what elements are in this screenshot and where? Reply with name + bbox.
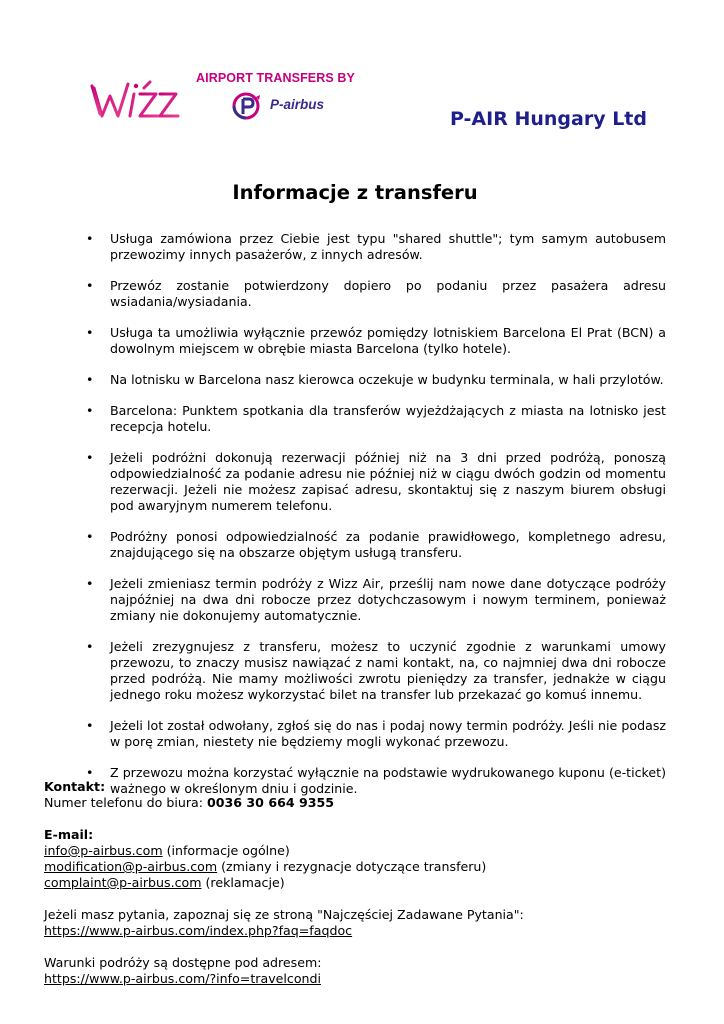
- wizz-logo: [90, 72, 190, 122]
- bullet-icon: •: [86, 718, 94, 733]
- bullet-icon: •: [86, 576, 94, 591]
- email-line: info@p-airbus.com (informacje ogólne): [44, 843, 290, 858]
- bullet-icon: •: [86, 231, 94, 246]
- airport-transfers-tagline: AIRPORT TRANSFERS BY: [196, 71, 355, 85]
- list-item: • Usługa zamówiona przez Ciebie jest typu "shared shuttle"; tym samym autobusem przewozimy innych pasażerów, z innych adresów.: [86, 231, 666, 262]
- list-item: • Jeżeli podróżni dokonują rezerwacji później niż na 3 dni przed podróżą, ponoszą odpowiedzialność za podanie adresu nie później niż w ciągu dwóch godzin od momentu rezerwacji. Jeżeli nie możesz zapisać adresu, skontaktuj się z naszym biurem obsługi pod awaryjnym numerem telefonu.: [86, 450, 666, 513]
- phone-label: Numer telefonu do biura:: [44, 795, 207, 810]
- bullet-icon: •: [86, 403, 94, 418]
- terms-text: Warunki podróży są dostępne pod adresem:: [44, 955, 322, 970]
- phone-number: 0036 30 664 9355: [206, 795, 335, 810]
- bullet-icon: •: [86, 278, 94, 293]
- email-line: complaint@p-airbus.com (reklamacje): [44, 875, 285, 890]
- faq-text: Jeżeli masz pytania, zapoznaj się ze stroną "Najczęściej Zadawane Pytania":: [44, 907, 524, 922]
- list-item: • Jeżeli lot został odwołany, zgłoś się do nas i podaj nowy termin podróży. Jeśli nie podasz w porę zmian, niestety nie będziemy mogli wykonać przewozu.: [86, 718, 666, 749]
- list-item: • Barcelona: Punktem spotkania dla transferów wyjeżdżających z miasta na lotnisko jest recepcja hotelu.: [86, 403, 666, 434]
- bullet-icon: •: [86, 450, 94, 465]
- list-item: • Jeżeli zmieniasz termin podróży z Wizz Air, prześlij nam nowe dane dotyczące podróży najpóźniej na dwa dni robocze przez dotychczasowym i nowym terminem, ponieważ zmiany nie dokonujemy automatycznie.: [86, 576, 666, 623]
- company-name: P-AIR Hungary Ltd: [449, 108, 647, 130]
- bullet-icon: •: [86, 765, 94, 780]
- info-bullet-list: [86, 231, 666, 812]
- page-title: Informacje z transferu: [232, 181, 478, 204]
- bullet-icon: •: [86, 639, 94, 654]
- p-airbus-emblem-icon: [230, 91, 266, 121]
- list-item: • Usługa ta umożliwia wyłącznie przewóz pomiędzy lotniskiem Barcelona El Prat (BCN) a dowolnym miejscem w obrębie miasta Barcelona (tylko hotele).: [86, 325, 666, 356]
- list-item: • Przewóz zostanie potwierdzony dopiero po podaniu przez pasażera adresu wsiadania/wysiadania.: [86, 278, 666, 309]
- list-item: • Jeżeli zrezygnujesz z transferu, możesz to uczynić zgodnie z warunkami umowy przewozu, to znaczy musisz nawiązać z nami kontakt, na, co najmniej dwa dni robocze przed podróżą. Nie mamy możliwości zwrotu pieniędzy za transfer, jednakże w ciągu jednego roku możesz wykorzystać bilet na transfer lub przekazać go komuś innemu.: [86, 639, 666, 702]
- bullet-icon: •: [86, 529, 94, 544]
- bullet-icon: •: [86, 372, 94, 387]
- email-info-link[interactable]: info@p-airbus.com: [44, 843, 163, 858]
- bullet-icon: •: [86, 325, 94, 340]
- email-complaint-link[interactable]: complaint@p-airbus.com: [44, 875, 202, 890]
- list-item: • Na lotnisku w Barcelona nasz kierowca oczekuje w budynku terminala, w hali przylotów.: [86, 372, 664, 387]
- faq-link[interactable]: https://www.p-airbus.com/index.php?faq=faqdoc: [44, 923, 353, 938]
- contact-heading: Kontakt:: [44, 779, 106, 794]
- email-heading: E-mail:: [44, 827, 94, 842]
- list-item: • Podróżny ponosi odpowiedzialność za podanie prawidłowego, kompletnego adresu, znajdującego się na obszarze objętym usługą transferu.: [86, 529, 666, 560]
- email-modification-link[interactable]: modification@p-airbus.com: [44, 859, 218, 874]
- email-line: modification@p-airbus.com (zmiany i rezygnacje dotyczące transferu): [44, 859, 487, 874]
- terms-link[interactable]: https://www.p-airbus.com/?info=travelcondi: [44, 971, 321, 986]
- phone-line: [44, 795, 684, 811]
- contact-section: [44, 779, 684, 987]
- list-item: • Z przewozu można korzystać wyłącznie na podstawie wydrukowanego kuponu (e-ticket) ważnego w określonym dniu i godzinie.: [86, 765, 666, 796]
- p-airbus-wordmark: P-airbus: [270, 97, 325, 112]
